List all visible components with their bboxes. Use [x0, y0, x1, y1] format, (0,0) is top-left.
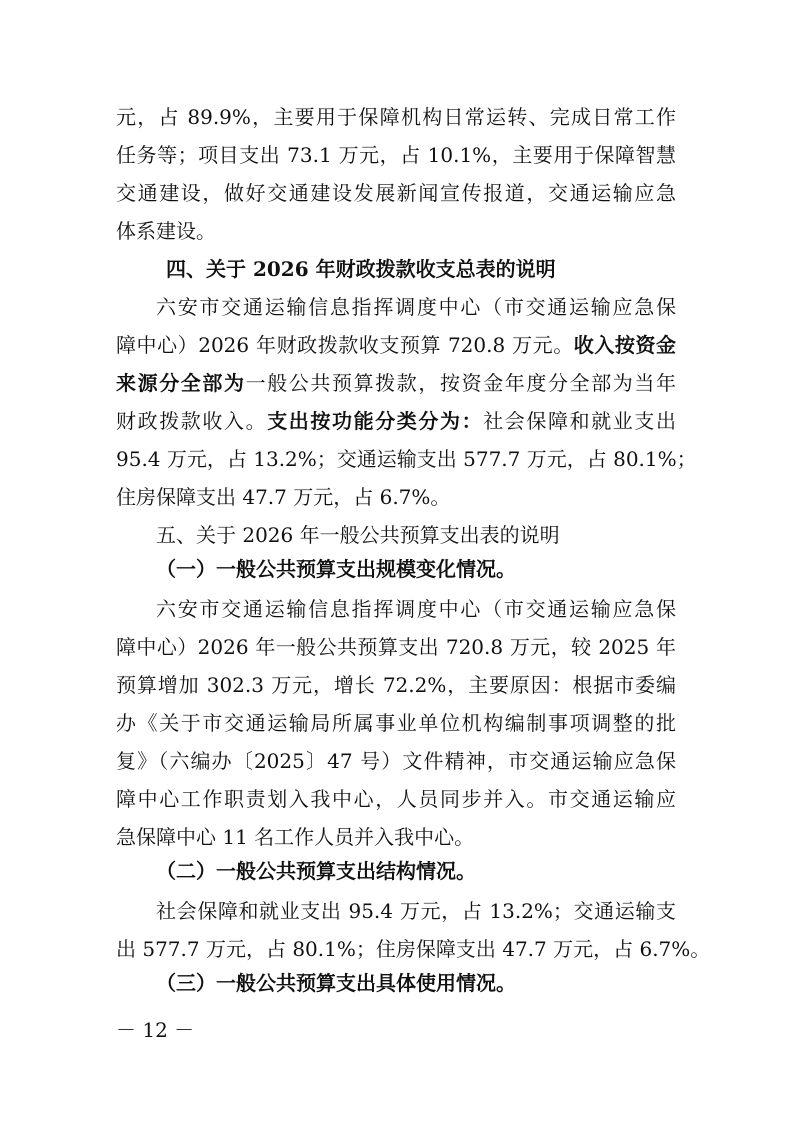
- subsection-heading: （二）一般公共预算支出结构情况。: [156, 859, 476, 883]
- body-text: 障中心）2026 年财政拨款收支预算 720.8 万元。: [116, 333, 574, 357]
- body-line: 体系建设。: [116, 219, 216, 243]
- bold-text: 收入按资金: [573, 333, 677, 357]
- body-line: [116, 333, 676, 357]
- body-line: 办《关于市交通运输局所属事业单位机构编制事项调整的批: [116, 711, 676, 735]
- body-line: 六安市交通运输信息指挥调度中心（市交通运输应急保: [156, 295, 676, 319]
- bold-text: 来源分全部为: [116, 371, 246, 395]
- bold-text: 支出按功能分类分为：: [267, 409, 484, 433]
- body-line: 任务等；项目支出 73.1 万元，占 10.1%，主要用于保障智慧: [116, 143, 676, 167]
- body-text: 财政拨款收入。: [116, 409, 268, 433]
- section-heading: 四、关于 2026 年财政拨款收支总表的说明: [166, 257, 556, 281]
- subsection-heading: （三）一般公共预算支出具体使用情况。: [156, 971, 516, 995]
- body-line: 出 577.7 万元，占 80.1%；住房保障支出 47.7 万元，占 6.7%。: [116, 937, 711, 961]
- section-heading: 五、关于 2026 年一般公共预算支出表的说明: [156, 523, 560, 547]
- body-line: 社会保障和就业支出 95.4 万元，占 13.2%；交通运输支: [156, 899, 676, 923]
- body-line: [116, 371, 676, 395]
- body-line: 住房保障支出 47.7 万元，占 6.7%。: [116, 485, 451, 509]
- page-number: － 12 －: [116, 1018, 195, 1042]
- body-line: 交通建设，做好交通建设发展新闻宣传报道，交通运输应急: [116, 181, 676, 205]
- body-line: 95.4 万元，占 13.2%；交通运输支出 577.7 万元，占 80.1%；: [116, 447, 697, 471]
- body-line: 元，占 89.9%，主要用于保障机构日常运转、完成日常工作: [116, 105, 676, 129]
- body-line: 障中心工作职责划入我中心，人员同步并入。市交通运输应: [116, 787, 676, 811]
- body-text: 社会保障和就业支出: [483, 409, 677, 433]
- body-line: 急保障中心 11 名工作人员并入我中心。: [116, 825, 475, 849]
- body-line: 障中心）2026 年一般公共预算支出 720.8 万元，较 2025 年: [116, 635, 676, 659]
- body-line: 复》（六编办〔2025〕47 号）文件精神，市交通运输应急保: [116, 749, 676, 773]
- subsection-heading: （一）一般公共预算支出规模变化情况。: [156, 557, 516, 581]
- body-line: 预算增加 302.3 万元，增长 72.2%，主要原因：根据市委编: [116, 673, 676, 697]
- body-text: 一般公共预算拨款，按资金年度分全部为当年: [245, 371, 677, 395]
- body-line: [116, 409, 676, 433]
- body-line: 六安市交通运输信息指挥调度中心（市交通运输应急保: [156, 597, 676, 621]
